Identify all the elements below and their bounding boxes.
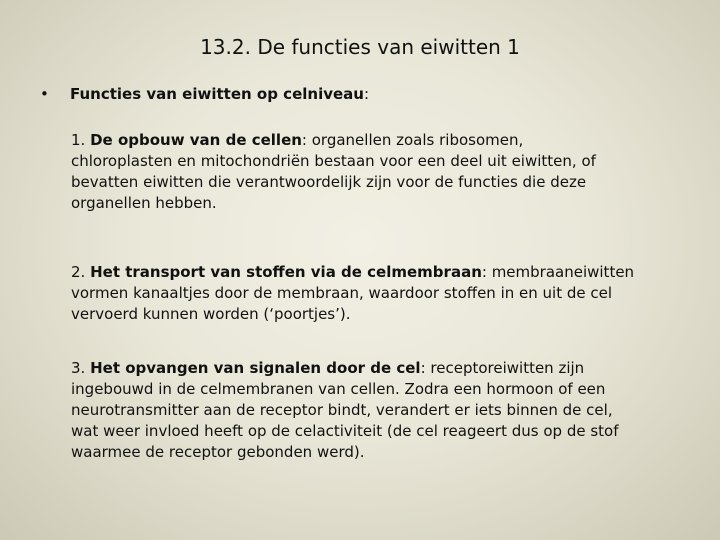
item-text-line: vervoerd kunnen worden (‘poortjes’). [71,305,351,323]
item-number: 1. [71,131,86,149]
list-item-2 [71,262,703,325]
item-text-line: waarmee de receptor gebonden werd). [71,443,365,461]
item-text-line: vormen kanaaltjes door de membraan, waardoor stoffen in en uit de cel [71,284,613,302]
item-heading: De opbouw van de cellen [90,131,302,149]
list-item-first-line [71,358,703,379]
item-number: 2. [71,263,86,281]
item-text-line: organellen hebben. [71,194,217,212]
bullet-heading: Functies van eiwitten op celniveau [70,85,364,103]
item-text-line: chloroplasten en mitochondriën bestaan voor een deel uit eiwitten, of [71,152,596,170]
bullet-heading-suffix: : [363,85,370,103]
item-text-line: wat weer invloed heeft op de celactiviteit (de cel reageert dus op de stof [71,422,619,440]
item-text: : receptoreiwitten zijn [420,359,585,377]
item-heading: Het opvangen van signalen door de cel [90,359,421,377]
slide-title: 13.2. De functies van eiwitten 1 [200,35,520,59]
bullet-item [40,84,700,104]
item-number: 3. [71,359,86,377]
item-text: : membraaneiwitten [481,263,635,281]
bullet-marker: • [40,85,49,103]
list-item-3 [71,358,703,463]
item-text-line: ingebouwd in de celmembranen van cellen. Zodra een hormoon of een [71,380,606,398]
list-item-first-line [71,130,703,151]
item-text-line: bevatten eiwitten die verantwoordelijk zijn voor de functies die deze [71,173,587,191]
list-item-first-line [71,262,703,283]
item-text: : organellen zoals ribosomen, [301,131,524,149]
item-text-line: neurotransmitter aan de receptor bindt, verandert er iets binnen de cel, [71,401,613,419]
list-item-1 [71,130,703,214]
item-heading: Het transport van stoffen via de celmembraan [90,263,482,281]
